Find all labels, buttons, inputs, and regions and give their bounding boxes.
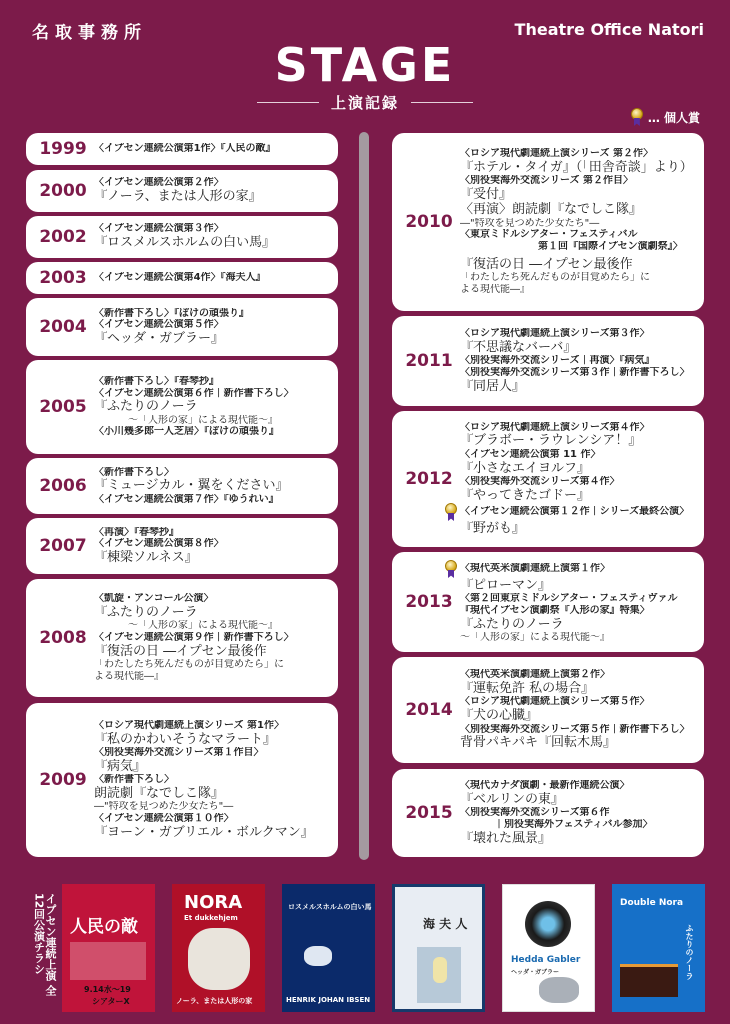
production-line: 背骨パキパキ『回転木馬』 bbox=[460, 735, 617, 751]
production-line: 第１回『国際イプセン演劇祭』〉 bbox=[538, 241, 683, 253]
company-logo-jp: 名取事務所 bbox=[32, 23, 147, 43]
flyer-date: 9.14水～19 bbox=[84, 985, 131, 994]
production-line: 朗読劇『なでしこ隊』 bbox=[94, 785, 225, 801]
flyer-photo bbox=[70, 942, 146, 980]
production-line: 〈ロシア現代劇連続上演シリーズ第４作〉 bbox=[460, 421, 650, 433]
production-line: ―"特攻を見つめた少女たち"― bbox=[460, 217, 600, 229]
production-line: 『復活の日 ―イプセン最後作 bbox=[94, 643, 267, 659]
production-line: 〈東京ミドルシアター・フェスティバル bbox=[460, 229, 638, 241]
production-line: 『ホテル・タイガ』（「田舎奇談」より） bbox=[460, 159, 693, 175]
production-line: 『運転免許 私の場合』 bbox=[460, 681, 595, 697]
year-card-2015 bbox=[392, 769, 704, 857]
production-line: 『犬の心臓』 bbox=[460, 708, 539, 724]
subtitle-row bbox=[0, 92, 730, 113]
production-line: 〈イプセン連続公演第２作〉 bbox=[94, 177, 224, 189]
flyer-subtitle: Et dukkehjem bbox=[184, 914, 238, 922]
year-label: 1999 bbox=[39, 139, 87, 159]
production-line: 〈新作書下ろし〉 bbox=[94, 466, 174, 478]
year-card-2003 bbox=[26, 262, 338, 294]
flyer-bird bbox=[539, 977, 579, 1003]
year-label: 2002 bbox=[39, 227, 87, 247]
subtitle-rule-right bbox=[411, 102, 473, 103]
production-line: ～「人形の家」による現代能～』 bbox=[128, 414, 278, 426]
year-card-2009 bbox=[26, 703, 338, 857]
production-line: ～「人形の家」による現代能～』 bbox=[128, 620, 278, 632]
production-line: 〈別役実海外交流シリーズ第４作〉 bbox=[460, 475, 620, 487]
production-line: 〈別役実海外交流シリーズ第１作目〉 bbox=[94, 746, 264, 758]
production-line: 『受付』 bbox=[460, 186, 513, 202]
production-line: 〈再演〉朗読劇『なでしこ隊』 bbox=[460, 202, 643, 218]
production-line: 〈イプセン連続公演第1作〉『人民の敵』 bbox=[94, 143, 276, 155]
production-line: 〈新作書下ろし〉『ぽけの頑張り』 bbox=[94, 307, 249, 319]
production-line: 『小さなエイヨルフ』 bbox=[460, 460, 591, 476]
production-line: 〈ロシア現代劇連続上演シリーズ 第1作〉 bbox=[94, 719, 284, 731]
award-medal-icon bbox=[444, 560, 458, 578]
year-card-2005 bbox=[26, 360, 338, 454]
production-line: 〈別役実海外交流シリーズ 第２作目〉 bbox=[460, 175, 633, 187]
flyer-venue: シアターX bbox=[92, 997, 130, 1006]
production-line: 『ヨーン・ガブリエル・ボルクマン』 bbox=[94, 824, 314, 840]
production-line: よる現代能―』 bbox=[460, 284, 530, 296]
production-line: 〈イプセン連続公演第９作｜新作書下ろし〉 bbox=[94, 632, 294, 644]
production-line: ｜別役実海外フェスティバル参加〉 bbox=[494, 818, 653, 830]
year-label: 2005 bbox=[39, 397, 87, 417]
production-line: 『ふたりのノーラ bbox=[460, 616, 564, 632]
production-line: 〈イプセン連続公演第５作〉 bbox=[94, 319, 224, 331]
production-line: ―"特攻を見つめた少女たち"― bbox=[94, 801, 234, 813]
year-label: 2006 bbox=[39, 476, 87, 496]
flyer-title: ロスメルスホルムの白い馬 bbox=[288, 903, 372, 911]
flyer-rosmersholm bbox=[282, 884, 375, 1012]
production-line: 〈ロシア現代劇連続上演シリーズ 第２作〉 bbox=[460, 148, 653, 160]
year-card-2007 bbox=[26, 518, 338, 574]
flyer-title: 海 夫 人 bbox=[423, 917, 468, 931]
award-medal-icon bbox=[630, 108, 644, 126]
production-line: 『復活の日 ―イプセン最後作 bbox=[460, 257, 633, 273]
production-line: 『現代イプセン演劇祭『人形の家』特集〉 bbox=[460, 605, 650, 617]
production-line: 〈別役実海外交流シリーズ｜再演〉『病気』 bbox=[460, 355, 655, 367]
production-line: 〈ロシア現代劇連続上演シリーズ第５作〉 bbox=[460, 696, 650, 708]
production-line: 〈現代カナダ演劇・最新作連続公演〉 bbox=[460, 779, 630, 791]
flyer-title: Double Nora bbox=[620, 898, 684, 908]
flyer-jinmin-no-teki bbox=[62, 884, 155, 1012]
flyer-bottom-text: HENRIK JOHAN IBSEN bbox=[286, 996, 371, 1004]
production-line: よる現代能―』 bbox=[94, 671, 164, 683]
production-line: 『野がも』 bbox=[460, 521, 526, 537]
production-line: 『ブラボー・ラウレンシア！』 bbox=[460, 433, 642, 449]
year-label: 2007 bbox=[39, 536, 87, 556]
flyer-bottom-text: ノーラ、または人形の家 bbox=[176, 997, 253, 1005]
production-line: 〈イプセン連続公演第 11 作〉 bbox=[460, 448, 601, 460]
production-line: 〈別役実海外交流シリーズ第３作｜新作書下ろし〉 bbox=[460, 366, 690, 378]
flyer-stage-image bbox=[620, 964, 678, 997]
production-line: 『病気』 bbox=[94, 758, 147, 774]
flyer-title: 人民の敵 bbox=[70, 917, 138, 937]
production-line: 『ベルリンの東』 bbox=[460, 791, 565, 807]
award-legend-label: … 個人賞 bbox=[647, 110, 700, 125]
column-divider bbox=[359, 132, 369, 860]
production-line: 『ふたりのノーラ bbox=[94, 399, 198, 415]
production-line: 〈別役実海外交流シリーズ第５作｜新作書下ろし〉 bbox=[460, 723, 690, 735]
year-label: 2012 bbox=[405, 469, 453, 489]
production-line: 〈凱旋・アンコール公演〉 bbox=[94, 593, 214, 605]
flyers-caption: イプセン連続上演 全12回公演チラシ bbox=[32, 893, 57, 996]
year-card-2010 bbox=[392, 133, 704, 311]
flyer-double-nora bbox=[612, 884, 705, 1012]
production-line: 『私のかわいそうなマラート』 bbox=[94, 731, 277, 747]
production-line: 〈再演〉『春琴抄』 bbox=[94, 526, 179, 538]
production-line: 〈イプセン連続公演第4作〉『海夫人』 bbox=[94, 272, 266, 284]
year-label: 2004 bbox=[39, 317, 87, 337]
flyer-subtitle: ヘッダ・ガブラー bbox=[511, 969, 560, 976]
award-line bbox=[444, 503, 698, 521]
flyer-figure bbox=[433, 957, 447, 983]
year-label: 2003 bbox=[39, 268, 87, 288]
year-label: 2008 bbox=[39, 628, 87, 648]
flyer-title: NORA bbox=[184, 892, 243, 913]
production-line: 〈現代英米演劇連続上演第２作〉 bbox=[460, 669, 610, 681]
production-line: 『ノーラ、または人形の家』 bbox=[94, 189, 262, 205]
production-line: 〈新作書下ろし〉 bbox=[94, 774, 174, 786]
year-label: 2015 bbox=[405, 803, 453, 823]
year-label: 2011 bbox=[405, 351, 453, 371]
year-card-2004 bbox=[26, 298, 338, 356]
production-line: 〈現代英米演劇連続上演第１作〉 bbox=[460, 563, 610, 575]
flyer-white-horse bbox=[304, 946, 332, 966]
flyer-hedda-gabler bbox=[502, 884, 595, 1012]
production-line: 〈イプセン連続公演第１２作｜シリーズ最終公演〉 bbox=[460, 506, 690, 518]
production-line: 「わたしたち死んだものが目覚めたら」に bbox=[460, 272, 650, 284]
flyer-umi-fujin bbox=[392, 884, 485, 1012]
production-line: 『ロスメルスホルムの白い馬』 bbox=[94, 235, 276, 251]
year-card-2000 bbox=[26, 170, 338, 212]
year-card-2006 bbox=[26, 458, 338, 514]
year-card-2013 bbox=[392, 552, 704, 652]
year-card-1999 bbox=[26, 133, 338, 165]
production-line: 〈ロシア現代劇連続上演シリーズ第３作〉 bbox=[460, 327, 650, 339]
production-line: ～「人形の家」による現代能～』 bbox=[460, 632, 610, 644]
award-line bbox=[444, 560, 698, 578]
flyer-nora bbox=[172, 884, 265, 1012]
production-line: 『同居人』 bbox=[460, 378, 526, 394]
production-line: 〈イプセン連続公演第１０作〉 bbox=[94, 813, 234, 825]
production-line: 『不思議なバーバ』 bbox=[460, 339, 577, 355]
production-line: 〈イプセン連続公演第６作｜新作書下ろし〉 bbox=[94, 387, 294, 399]
year-card-2014 bbox=[392, 657, 704, 763]
flyer-title: Hedda Gabler bbox=[511, 955, 581, 965]
year-label: 2000 bbox=[39, 181, 87, 201]
production-line: 〈第２回東京ミドルシアター・フェスティヴァル bbox=[460, 593, 678, 605]
company-logo-en: Theatre Office Natori bbox=[514, 20, 704, 39]
page-subtitle: 上演記録 bbox=[330, 94, 399, 112]
year-card-2008 bbox=[26, 579, 338, 697]
production-line: 『ミュージカル・翼をください』 bbox=[94, 478, 289, 494]
production-line: 『壊れた風景』 bbox=[460, 830, 552, 846]
production-line: 〈イプセン連続公演第８作〉 bbox=[94, 538, 224, 550]
production-line: 〈イプセン連続公演第７作〉『ゆうれい』 bbox=[94, 493, 279, 505]
production-line: 『ふたりのノーラ bbox=[94, 604, 198, 620]
production-line: 『棟梁ソルネス』 bbox=[94, 550, 198, 566]
year-label: 2013 bbox=[405, 592, 453, 612]
page-title: STAGE bbox=[274, 38, 456, 92]
year-label: 2009 bbox=[39, 770, 87, 790]
production-line: 〈新作書下ろし〉『春琴抄』 bbox=[94, 375, 219, 387]
production-line: 『やってきたゴドー』 bbox=[460, 487, 591, 503]
year-card-2012 bbox=[392, 411, 704, 547]
year-label: 2014 bbox=[405, 700, 453, 720]
flyer-eye bbox=[525, 901, 571, 947]
flyer-subtitle: ふたりのノーラ bbox=[685, 924, 694, 980]
production-line: 〈イプセン連続公演第３作〉 bbox=[94, 223, 224, 235]
award-medal-icon bbox=[444, 503, 458, 521]
production-line: 『ピローマン』 bbox=[460, 577, 552, 593]
flyer-portrait bbox=[188, 928, 250, 990]
production-line: 〈別役実海外交流シリーズ第６作 bbox=[460, 807, 610, 819]
production-line: 〈小川幾多郎一人芝居〉『ぽけの頑張り』 bbox=[94, 426, 279, 438]
production-line: 「わたしたち死んだものが目覚めたら」に bbox=[94, 659, 284, 671]
year-label: 2010 bbox=[405, 212, 453, 232]
year-card-2011 bbox=[392, 316, 704, 406]
subtitle-rule-left bbox=[257, 102, 319, 103]
award-legend bbox=[630, 108, 700, 126]
production-line: 『ヘッダ・ガブラー』 bbox=[94, 331, 225, 347]
year-card-2002 bbox=[26, 216, 338, 258]
